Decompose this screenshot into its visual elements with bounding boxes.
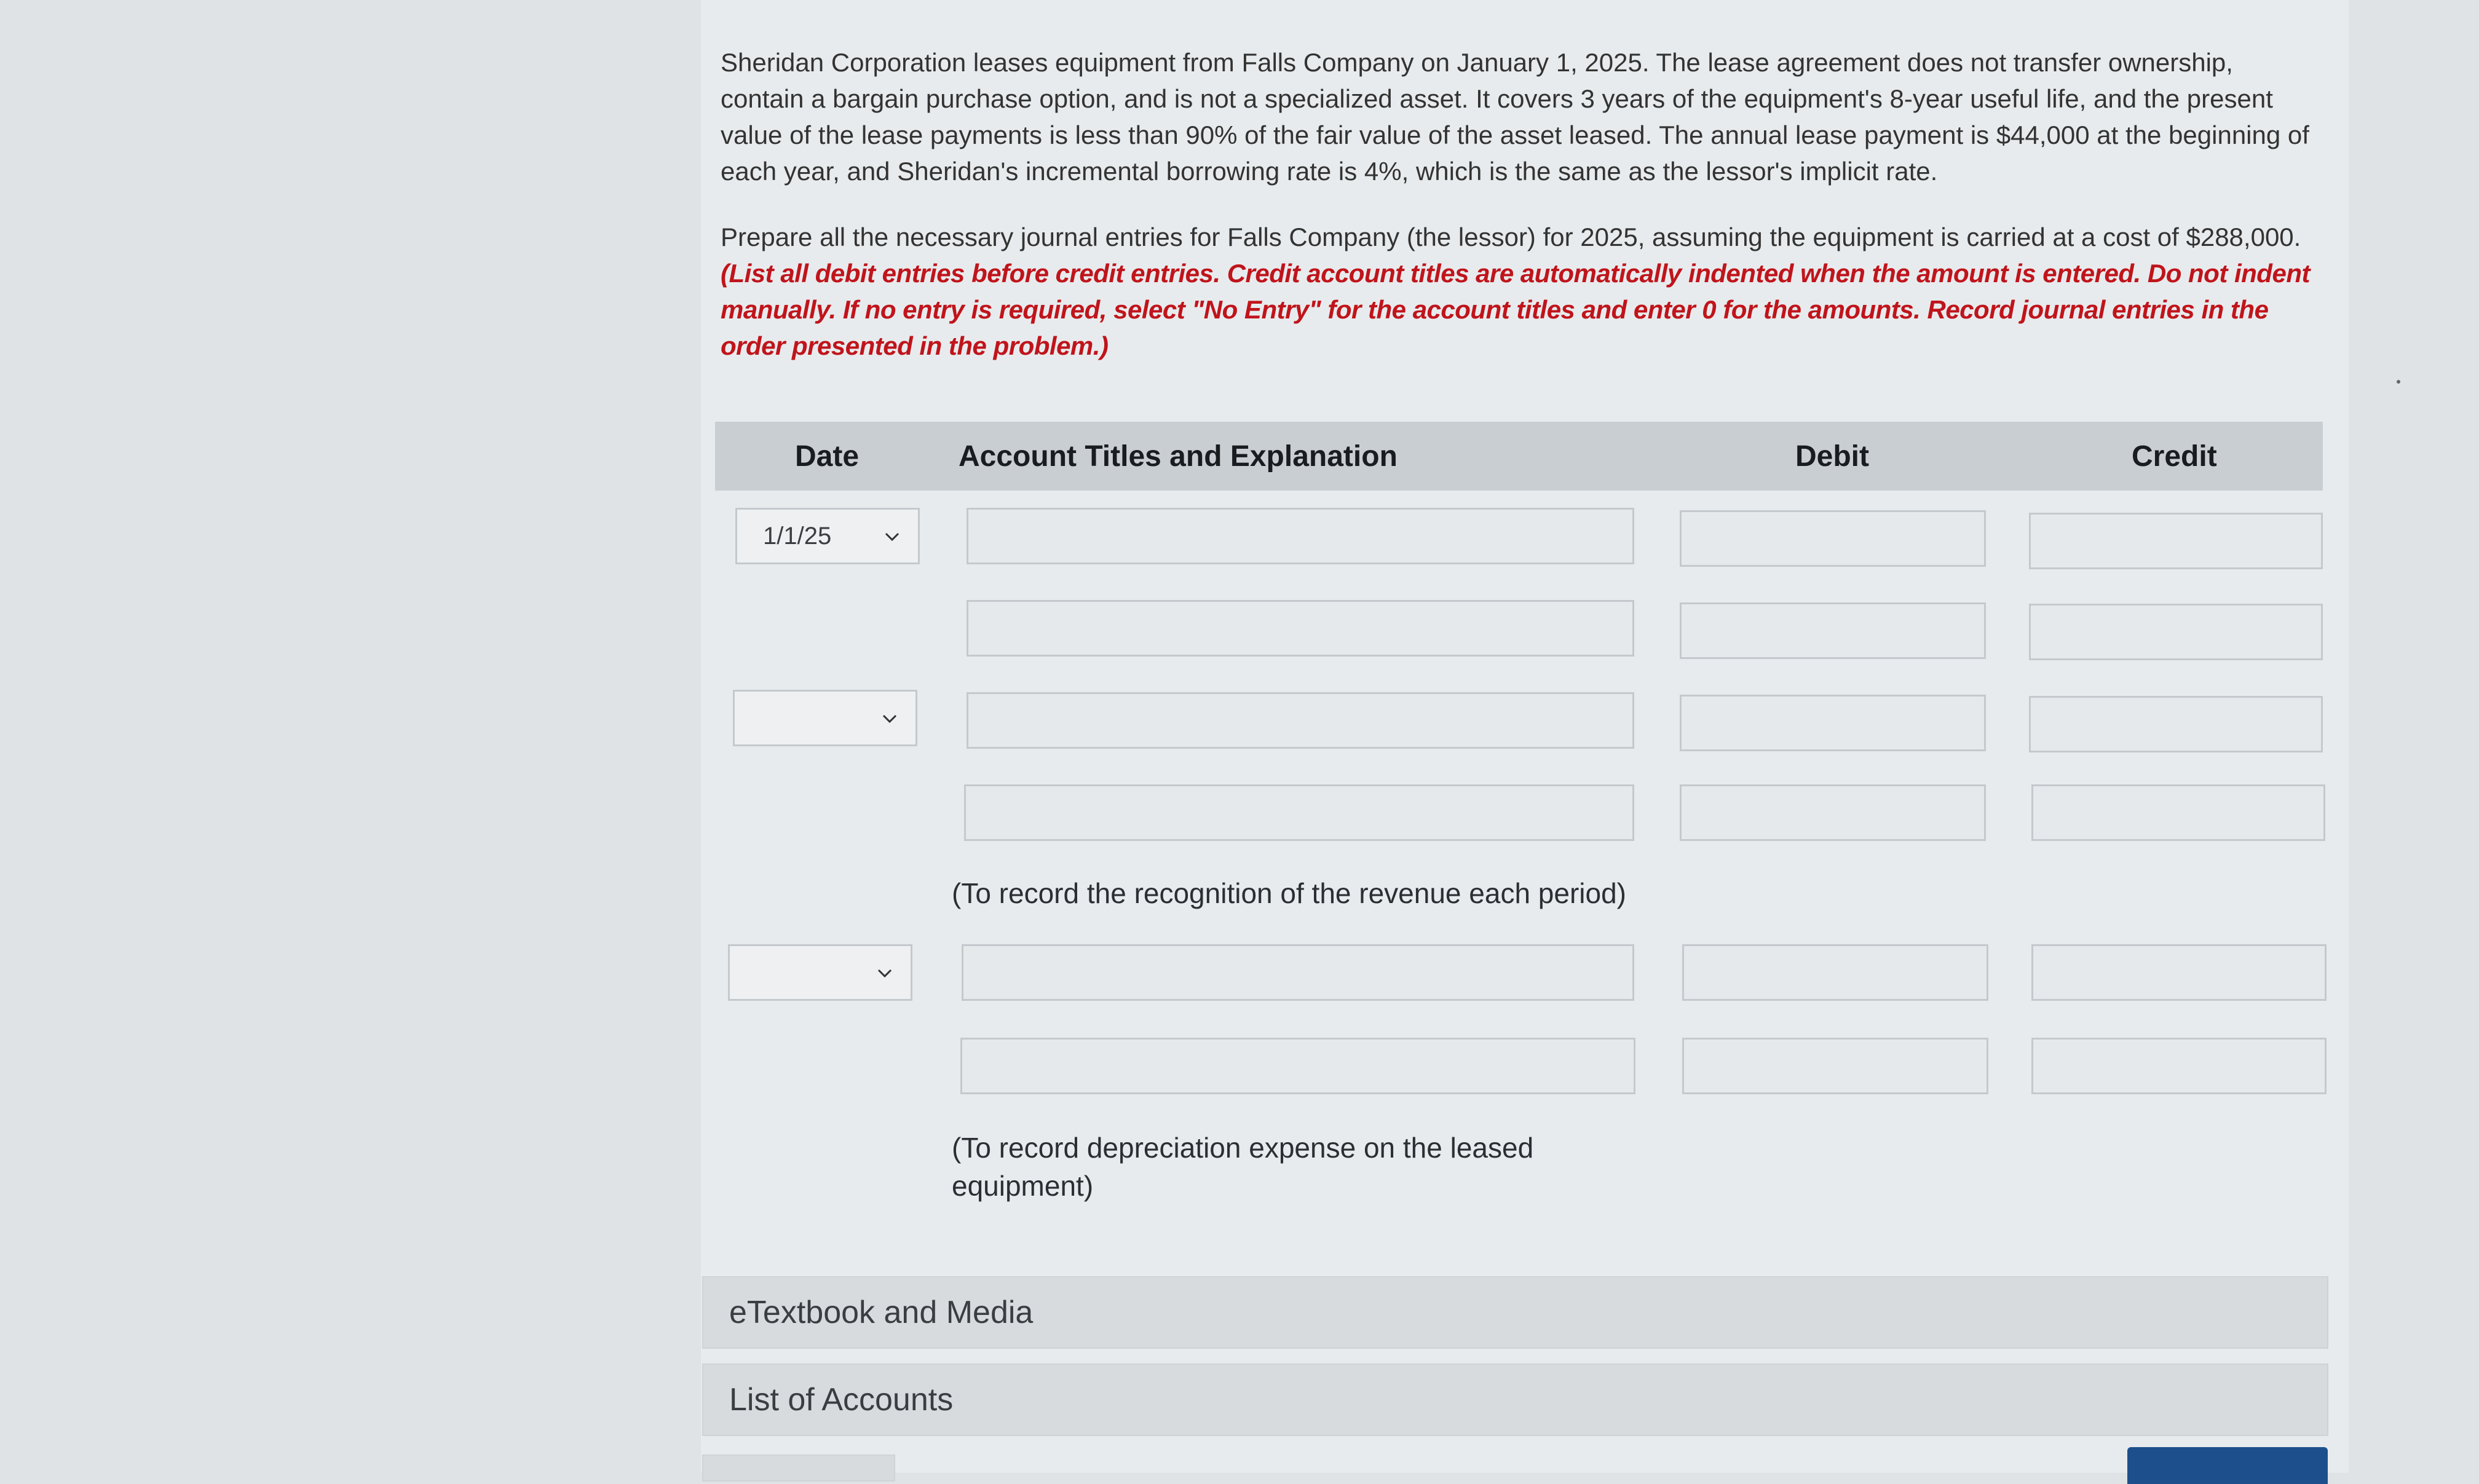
- problem-task: Prepare all the necessary journal entries for Falls Company (the lessor) for 2025, assuming the equipment is carried at a cost of $288,000.: [721, 223, 2301, 251]
- journal-table-header: [715, 422, 2323, 491]
- clipped-header-text: [704, 0, 1048, 6]
- problem-statement: [721, 44, 2313, 393]
- credit-input[interactable]: [2029, 513, 2323, 569]
- journal-row: [0, 1038, 2479, 1094]
- account-title-input[interactable]: [964, 784, 1634, 841]
- bottom-tab[interactable]: [702, 1454, 895, 1482]
- journal-row: [0, 944, 2479, 1001]
- etextbook-media-label: eTextbook and Media: [729, 1295, 1034, 1330]
- journal-row: [0, 784, 2479, 841]
- journal-row: [0, 600, 2479, 657]
- submit-button[interactable]: [2127, 1447, 2328, 1484]
- account-title-input[interactable]: [962, 944, 1634, 1001]
- account-title-input[interactable]: [960, 1038, 1635, 1094]
- list-of-accounts-label: List of Accounts: [729, 1382, 954, 1418]
- debit-input[interactable]: [1682, 1038, 1988, 1094]
- credit-input[interactable]: [2031, 944, 2327, 1001]
- debit-input[interactable]: [1680, 695, 1986, 751]
- header-date: Date: [795, 440, 860, 473]
- credit-input[interactable]: [2029, 604, 2323, 660]
- account-title-input[interactable]: [967, 600, 1634, 657]
- explanation-text: (To record the recognition of the revenue each period): [952, 877, 1626, 909]
- journal-row: [0, 508, 2479, 564]
- date-select[interactable]: [735, 508, 920, 564]
- credit-input[interactable]: [2031, 784, 2325, 841]
- chevron-down-icon: [882, 527, 902, 547]
- date-value: 1/1/25: [763, 522, 832, 550]
- problem-paragraph-1: Sheridan Corporation leases equipment from Falls Company on January 1, 2025. The lease agreement does not transfer ownership, contain a bargain purchase option, and is not a specialized asset. It covers 3 years of the equipment's 8-year useful life, and the present value of the lease payments is less than 90% of the fair value of the asset leased. The annual lease payment is $44,000 at the beginning of each year, and Sheridan's incremental borrowing rate is 4%, which is the same as the lessor's implicit rate.: [721, 48, 2309, 186]
- debit-input[interactable]: [1680, 602, 1986, 659]
- explanation-text: (To record depreciation expense on the leased equipment): [952, 1132, 1534, 1202]
- header-debit: Debit: [1795, 440, 1869, 473]
- credit-input[interactable]: [2031, 1038, 2327, 1094]
- date-select[interactable]: [733, 690, 917, 746]
- etextbook-media-bar[interactable]: [702, 1276, 2328, 1349]
- problem-paragraph-2: [721, 219, 2313, 364]
- journal-row: [0, 690, 2479, 746]
- header-account: Account Titles and Explanation: [959, 440, 1398, 473]
- debit-input[interactable]: [1680, 510, 1986, 567]
- problem-instructions: (List all debit entries before credit entries. Credit account titles are automatically indented when the amount is entered. Do not indent manually. If no entry is required, select "No Entry" for the account titles and enter 0 for the amounts. Record journal entries in the order presented in the problem.): [721, 259, 2310, 360]
- debit-input[interactable]: [1680, 784, 1986, 841]
- account-title-input[interactable]: [967, 508, 1634, 564]
- credit-input[interactable]: [2029, 696, 2323, 752]
- chevron-down-icon: [875, 963, 895, 983]
- chevron-down-icon: [880, 709, 899, 728]
- header-credit: Credit: [2132, 440, 2217, 473]
- account-title-input[interactable]: [967, 692, 1634, 749]
- list-of-accounts-bar[interactable]: [702, 1364, 2328, 1436]
- stray-dot: [2397, 380, 2400, 384]
- debit-input[interactable]: [1682, 944, 1988, 1001]
- date-select[interactable]: [728, 944, 912, 1001]
